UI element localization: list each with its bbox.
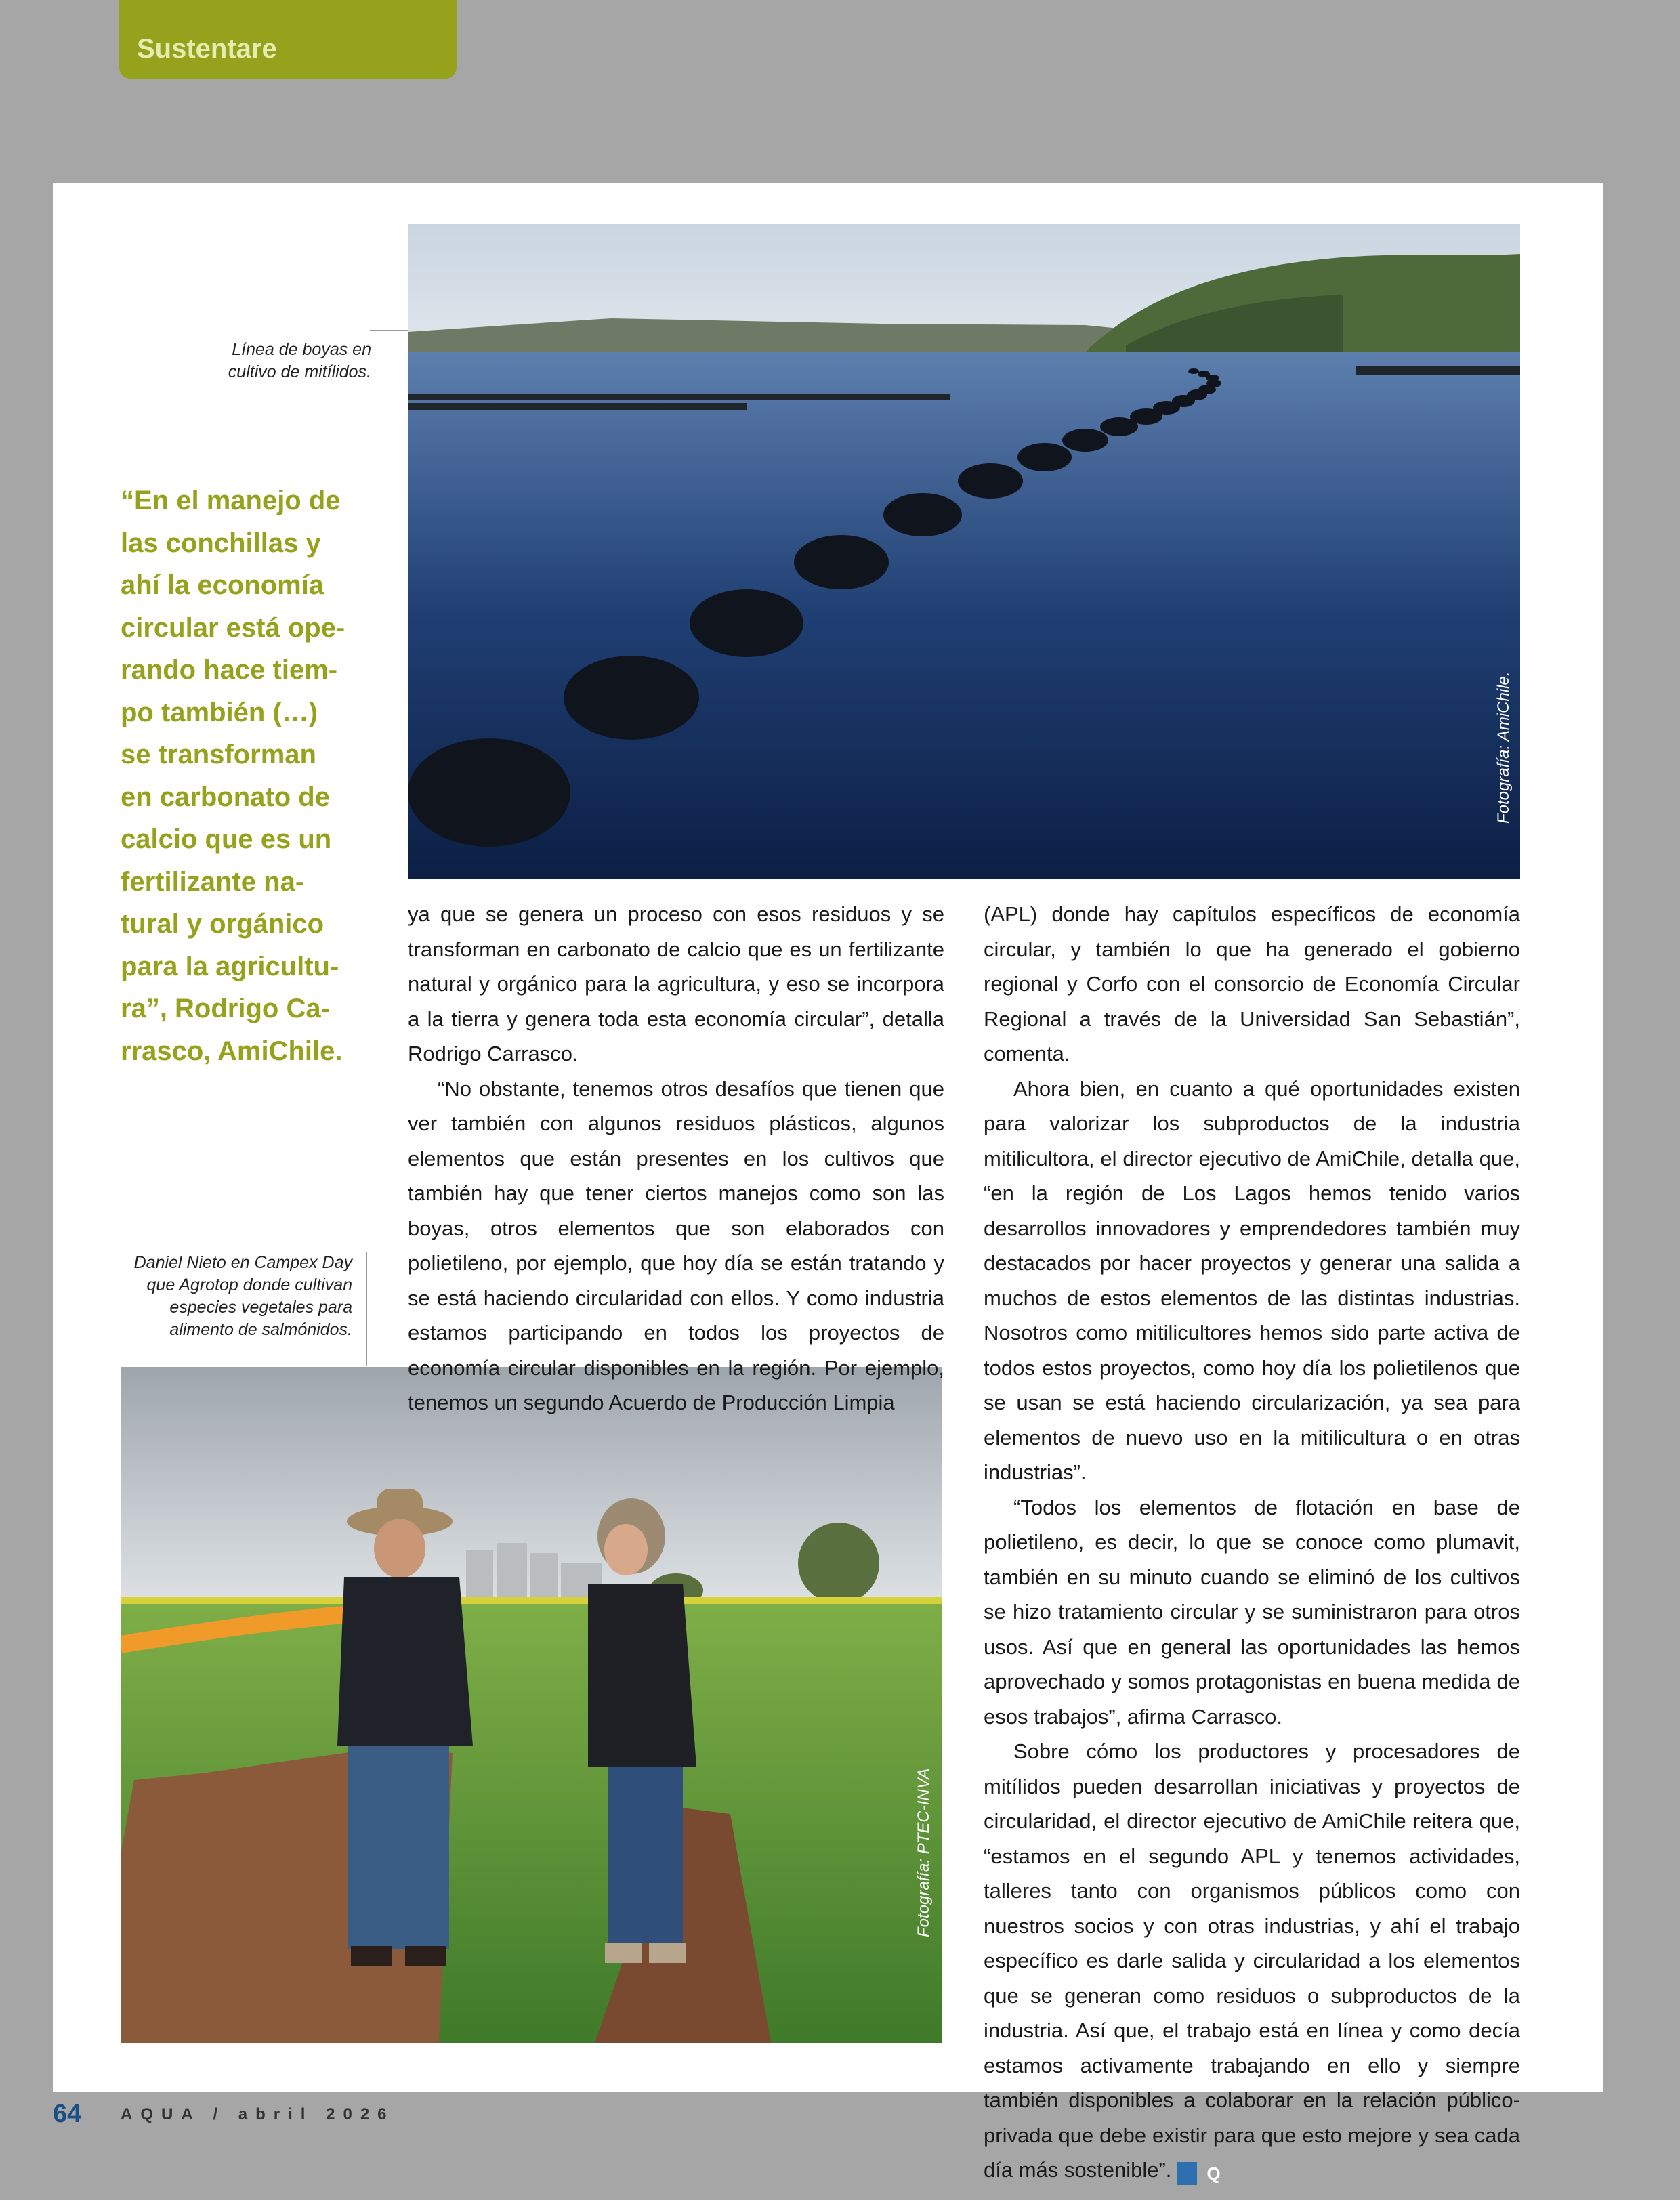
pull-quote-line: ahí la economía xyxy=(121,570,324,600)
pull-quote-line: rando hace tiem- xyxy=(121,655,338,685)
end-of-article-mark: Q xyxy=(1177,2162,1197,2185)
caption-line: especies vegetales para xyxy=(169,1298,352,1317)
pull-quote-line: ra”, Rodrigo Ca- xyxy=(121,994,330,1023)
paragraph: (APL) donde hay capítulos específicos de economía circular, y también lo que ha generado el gobierno regional y Corfo con el consorcio de Economía Circular Regional a través de la Universidad San Sebastián”, comenta. xyxy=(984,902,1520,1065)
article-column-2 xyxy=(984,897,1520,2188)
pull-quote-line: se transforman xyxy=(121,740,316,769)
article-column-1 xyxy=(408,897,944,1420)
buoys-photo-credit: Fotografía: AmiChile. xyxy=(1494,671,1513,824)
pull-quote-line: tural y orgánico xyxy=(121,909,324,939)
pull-quote-line: fertilizante na- xyxy=(121,866,305,897)
caption-line: alimento de salmónidos. xyxy=(169,1320,352,1339)
page-number: 64 xyxy=(53,2100,82,2128)
paragraph: ya que se genera un proceso con esos residuos y se transforman en carbonato de calcio que es un fertilizante natural y orgánico para la agricultura, y eso se incorpora a la tierra y genera toda esta economía circular”, detalla Rodrigo Carrasco. xyxy=(408,902,944,1065)
pull-quote-line: para la agricultu- xyxy=(121,951,339,981)
paragraph: “No obstante, tenemos otros desafíos que tienen que ver también con algunos residuos plásticos, algunos elementos que están presentes en los cultivos que también hay que tener ciertos manejos como son las boyas, otros elementos que son elaborados con polietileno, por ejemplo, que hoy día se están tratando y se está haciendo circularidad con ellos. Y como industria estamos participando en todos los proyectos de economía circular disponibles en la región. Por ejemplo, tenemos un segundo Acuerdo de Producción Limpia xyxy=(408,1076,944,1414)
buoys-caption-rule xyxy=(370,330,408,331)
section-tab xyxy=(119,0,457,79)
field-photo xyxy=(121,1367,942,2043)
caption-line: que Agrotop donde cultivan xyxy=(146,1275,352,1294)
caption-line: Daniel Nieto en Campex Day xyxy=(133,1253,352,1272)
pull-quote-line: calcio que es un xyxy=(121,824,332,854)
caption-line: Línea de boyas en xyxy=(232,340,371,359)
pull-quote-line: las conchillas y xyxy=(121,528,321,558)
pull-quote-line: po también (…) xyxy=(121,697,318,727)
paragraph-text: Sobre cómo los productores y procesadores de mitílidos pueden desarrollan iniciativas y proyectos de circularidad, el director ejecutivo de AmiChile reitera que, “estamos en el segundo APL y tenemos actividades, talleres tanto con organismos públicos como con nuestros socios y con otras industrias, y ahí el trabajo específico es darle salida y circularidad a los elementos que se generan como residuos o subproductos de la industria. Así que, el trabajo está en línea y como decía estamos activamente trabajando en ello y siempre también disponibles a colaborar en la relación público-privada que debe existir para que esto mejore y sea cada día más sostenible”. xyxy=(984,1739,1520,2182)
pull-quote-line: “En el manejo de xyxy=(121,486,341,515)
buoys-caption xyxy=(190,339,371,383)
pull-quote xyxy=(121,480,364,1072)
pull-quote-line: en carbonato de xyxy=(121,782,330,812)
field-caption xyxy=(102,1252,352,1341)
paragraph: Ahora bien, en cuanto a qué oportunidades existen para valorizar los subproductos de la industria mitilicultora, el director ejecutivo de AmiChile, detalla que, “en la región de Los Lagos hemos tenido varios desarrollos innovadores y emprendedores también muy destacados por hacer proyectos y generar una salida a muchos de estos elementos de las distintas industrias. Nosotros como mitilicultores hemos sido parte activa de todos estos proyectos, como hoy día los polietilenos que se usan se está haciendo circularización, ya sea para elementos de nuevo uso en la mitilicultura o en otras industrias”. xyxy=(984,1076,1520,1484)
paragraph xyxy=(984,1734,1520,2188)
pull-quote-line: circular está ope- xyxy=(121,612,345,643)
caption-line: cultivo de mitílidos. xyxy=(228,362,371,381)
pull-quote-line: rrasco, AmiChile. xyxy=(121,1036,343,1066)
buoys-photo xyxy=(408,224,1520,879)
field-caption-rule xyxy=(366,1252,367,1366)
field-photo-credit: Fotografía: PTEC-INVA xyxy=(915,1768,933,1937)
section-label: Sustentare xyxy=(137,34,277,64)
paragraph: “Todos los elementos de flotación en base de polietileno, es decir, lo que se conoce como plumavit, también en su minuto cuando se eliminó de los cultivos se hizo tratamiento circular y se suministraron para otros usos. Así que en general las oportunidades las hemos aprovechado y somos protagonistas en buena medida de esos trabajos”, afirma Carrasco. xyxy=(984,1495,1520,1729)
magazine-issue: AQUA / abril 2026 xyxy=(121,2105,395,2123)
